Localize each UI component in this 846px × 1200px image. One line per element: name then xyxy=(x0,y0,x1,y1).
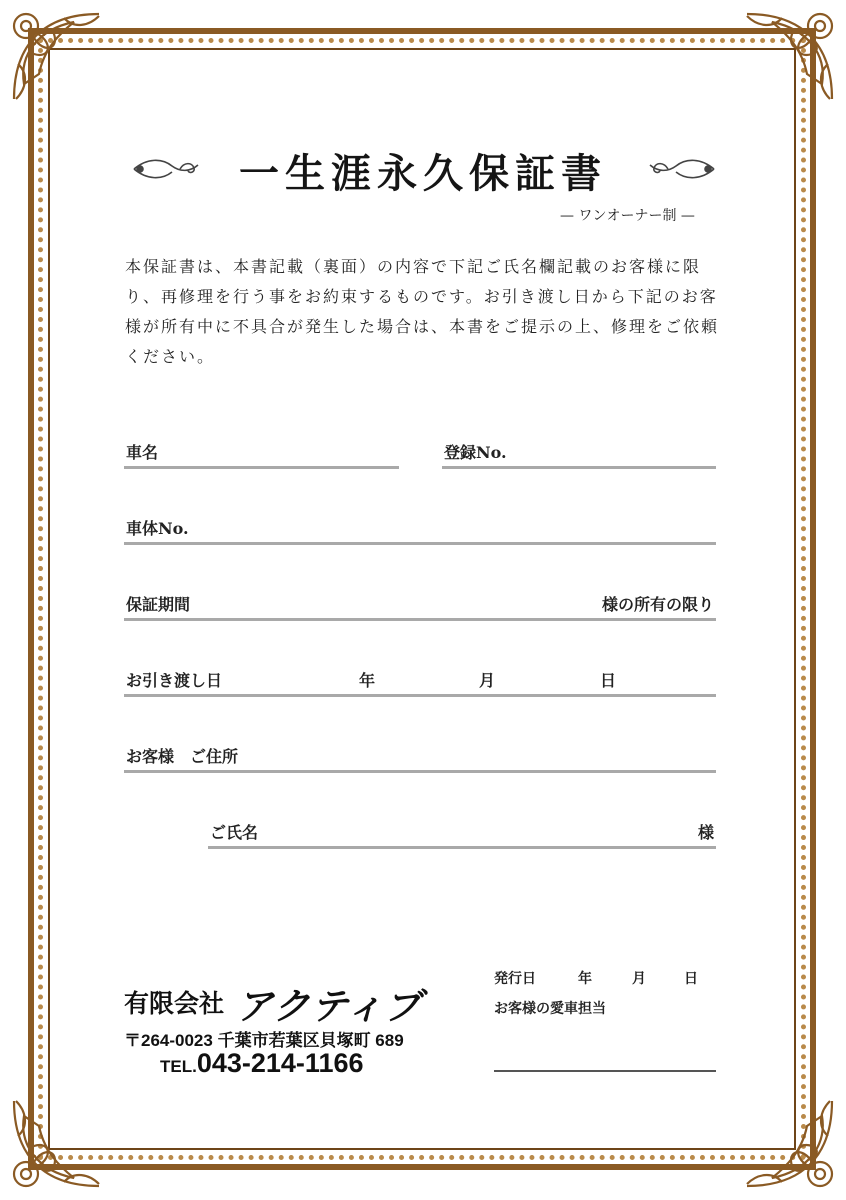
corner-flourish-icon xyxy=(732,4,842,114)
tel-label: TEL. xyxy=(160,1057,197,1076)
title-flourish-icon xyxy=(132,156,202,182)
issue-day-label: 日 xyxy=(684,971,698,987)
warranty-period-label: 保証期間 xyxy=(126,595,191,614)
title-flourish-icon xyxy=(646,156,716,182)
tel-number: 043-214-1166 xyxy=(196,1048,364,1078)
chassis-no-label: 車体No. xyxy=(126,519,189,538)
customer-name-field[interactable] xyxy=(208,820,716,849)
car-name-field[interactable] xyxy=(124,440,399,469)
customer-address-label: お客様 ご住所 xyxy=(126,747,239,766)
issue-date-label: 発行日 xyxy=(494,971,536,987)
company-tel xyxy=(160,1048,364,1079)
delivery-month-label: 月 xyxy=(479,671,496,690)
issue-year-label: 年 xyxy=(578,971,592,987)
registration-no-label: 登録No. xyxy=(444,443,507,462)
corner-flourish-icon xyxy=(732,1086,842,1196)
car-name-label: 車名 xyxy=(126,443,159,462)
customer-address-field[interactable] xyxy=(124,744,716,773)
company-address: 〒264-0023 千葉市若葉区貝塚町 689 xyxy=(124,1031,404,1050)
delivery-date-field[interactable] xyxy=(124,668,716,697)
chassis-no-field[interactable] xyxy=(124,516,716,545)
delivery-date-label: お引き渡し日 xyxy=(126,671,223,690)
corner-flourish-icon xyxy=(4,4,114,114)
customer-name-label: ご氏名 xyxy=(210,823,259,842)
page-title: 一生涯永久保証書 xyxy=(239,150,607,197)
delivery-day-label: 日 xyxy=(600,671,617,690)
corner-flourish-icon xyxy=(4,1086,114,1196)
title-block xyxy=(0,142,846,202)
warranty-period-suffix: 様の所有の限り xyxy=(601,595,714,614)
company-brand: アクティブ xyxy=(236,986,422,1027)
honorific-label: 様 xyxy=(697,823,714,842)
staff-signature-line[interactable] xyxy=(494,1070,716,1072)
company-prefix: 有限会社 xyxy=(124,990,225,1018)
registration-no-field[interactable] xyxy=(442,440,716,469)
staff-label: お客様の愛車担当 xyxy=(494,1001,606,1017)
issue-month-label: 月 xyxy=(632,971,646,987)
intro-paragraph: 本保証書は、本書記載（裏面）の内容で下記ご氏名欄記載のお客様に限り、再修理を行う事をお約束するものです。お引き渡し日から下記のお客様が所有中に不具合が発生した場合は、本書をご提示の上、修理をご依頼ください。 xyxy=(125,257,720,366)
subtitle: — ワンオーナー制 — xyxy=(560,208,695,224)
warranty-period-field[interactable] xyxy=(124,592,716,621)
delivery-year-label: 年 xyxy=(359,671,376,690)
